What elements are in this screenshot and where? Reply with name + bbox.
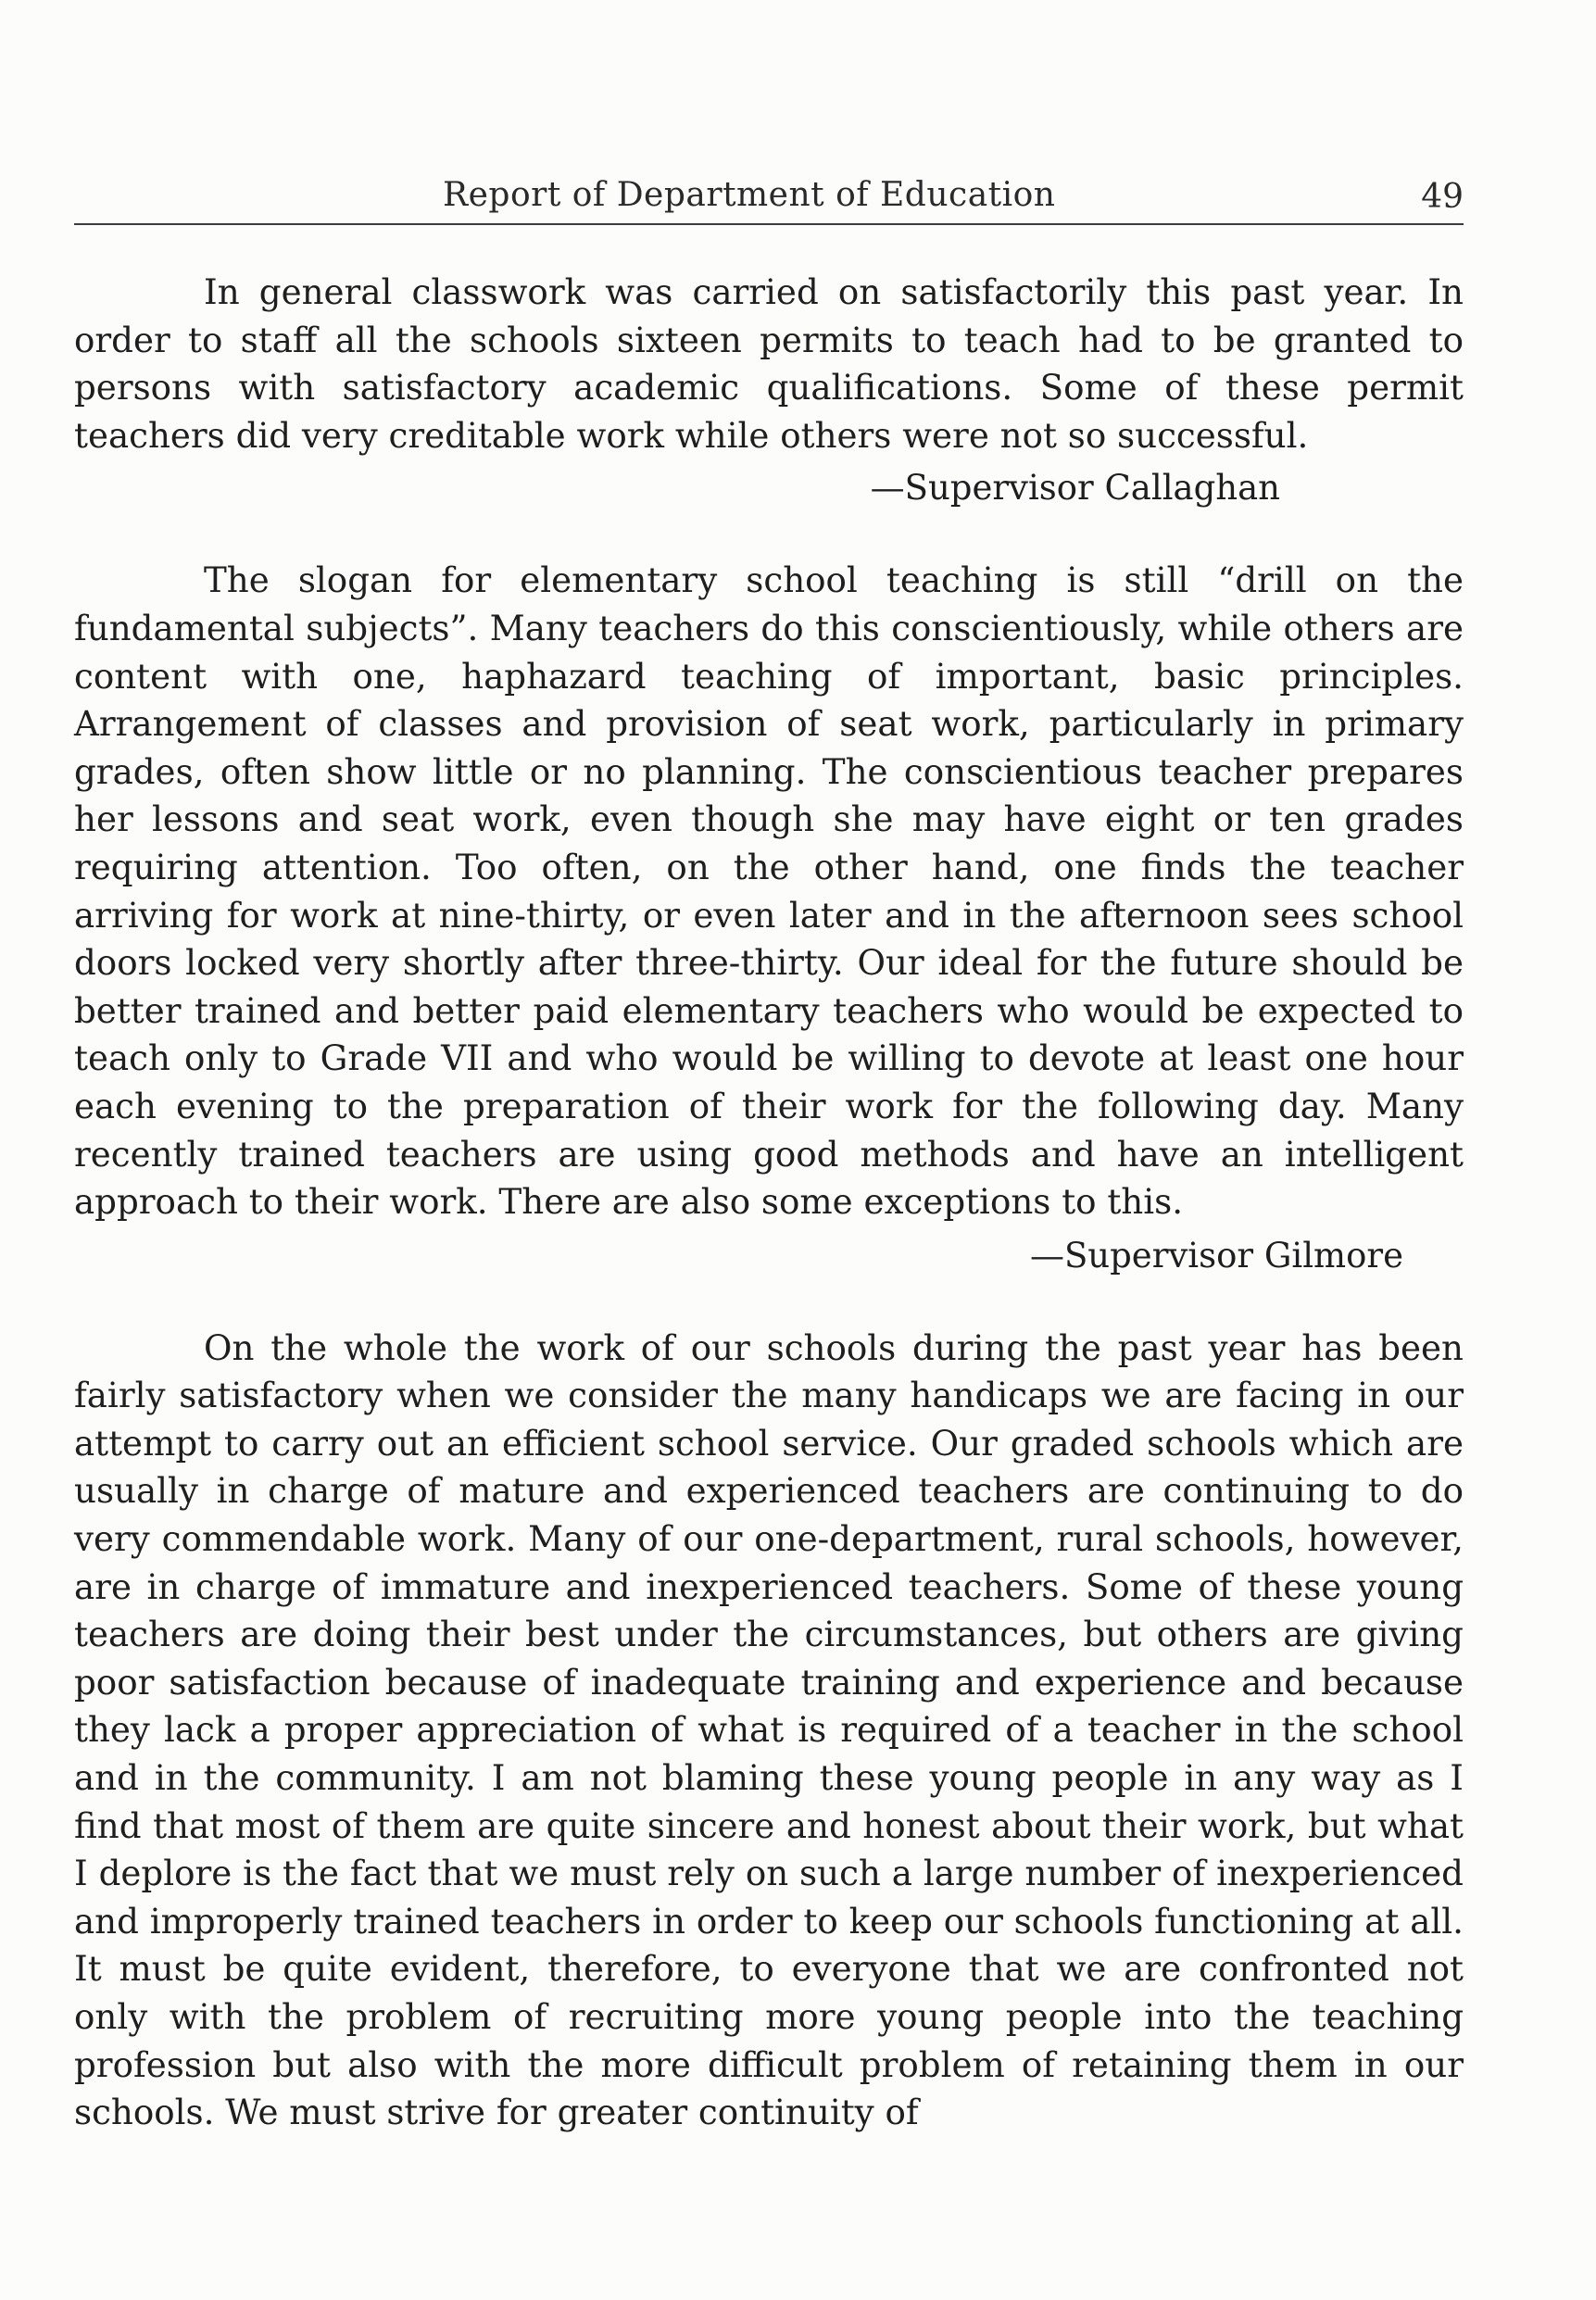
body-text	[74, 269, 1464, 2137]
header-rule	[74, 223, 1464, 225]
paragraph-classwork: In general classwork was carried on satisfactorily this past year. In order to staff all the schools sixteen permits to teach had to be granted to persons with satisfactory academic qualifications. Some of these permit teachers did very creditable work while others were not so successful.	[74, 271, 1464, 456]
page-number: 49	[1421, 178, 1464, 216]
signature-gilmore: —Supervisor Gilmore	[1029, 1235, 1403, 1276]
page-header	[74, 176, 1464, 228]
signature-callaghan: —Supervisor Callaghan	[870, 468, 1280, 509]
running-title: Report of Department of Education	[443, 176, 1056, 214]
paragraph-schools-work: On the whole the work of our schools during the past year has been fairly satisfactory when we consider the many handicaps we are facing in our attempt to carry out an efficient school service. Our graded schools which are usually in charge of mature and experienced teachers are continuing to do very commendable work. Many of our one-department, rural schools, however, are in charge of immature and inexperienced teachers. Some of these young teachers are doing their best under the circumstances, but others are giving poor satisfaction because of inadequate training and experience and because they lack a proper appreciation of what is required of a teacher in the school and in the community. I am not blaming these young people in any way as I find that most of them are quite sincere and honest about their work, but what I deplore is the fact that we must rely on such a large number of inexperienced and improperly trained teachers in order to keep our schools functioning at all. It must be quite evident, therefore, to everyone that we are confronted not only with the problem of recruiting more young people into the teaching profession but also with the more difficult problem of retaining them in our schools. We must strive for greater continuity of	[74, 1326, 1464, 2133]
paragraph-slogan: The slogan for elementary school teaching is still “drill on the fundamental subjects”. Many teachers do this conscientiously, while others are content with one, haphazard teaching of important, basic principles. Arrangement of classes and provision of seat work, particularly in primary grades, often show little or no planning. The conscientious teacher prepares her lessons and seat work, even though she may have eight or ten grades requiring attention. Too often, on the other hand, one finds the teacher arriving for work at nine-thirty, or even later and in the afternoon sees school doors locked very shortly after three-thirty. Our ideal for the future should be better trained and better paid elementary teachers who would be expected to teach only to Grade VII and who would be willing to devote at least one hour each evening to the preparation of their work for the following day. Many recently trained teachers are using good methods and have an intelligent approach to their work. There are also some exceptions to this.	[74, 559, 1464, 1223]
